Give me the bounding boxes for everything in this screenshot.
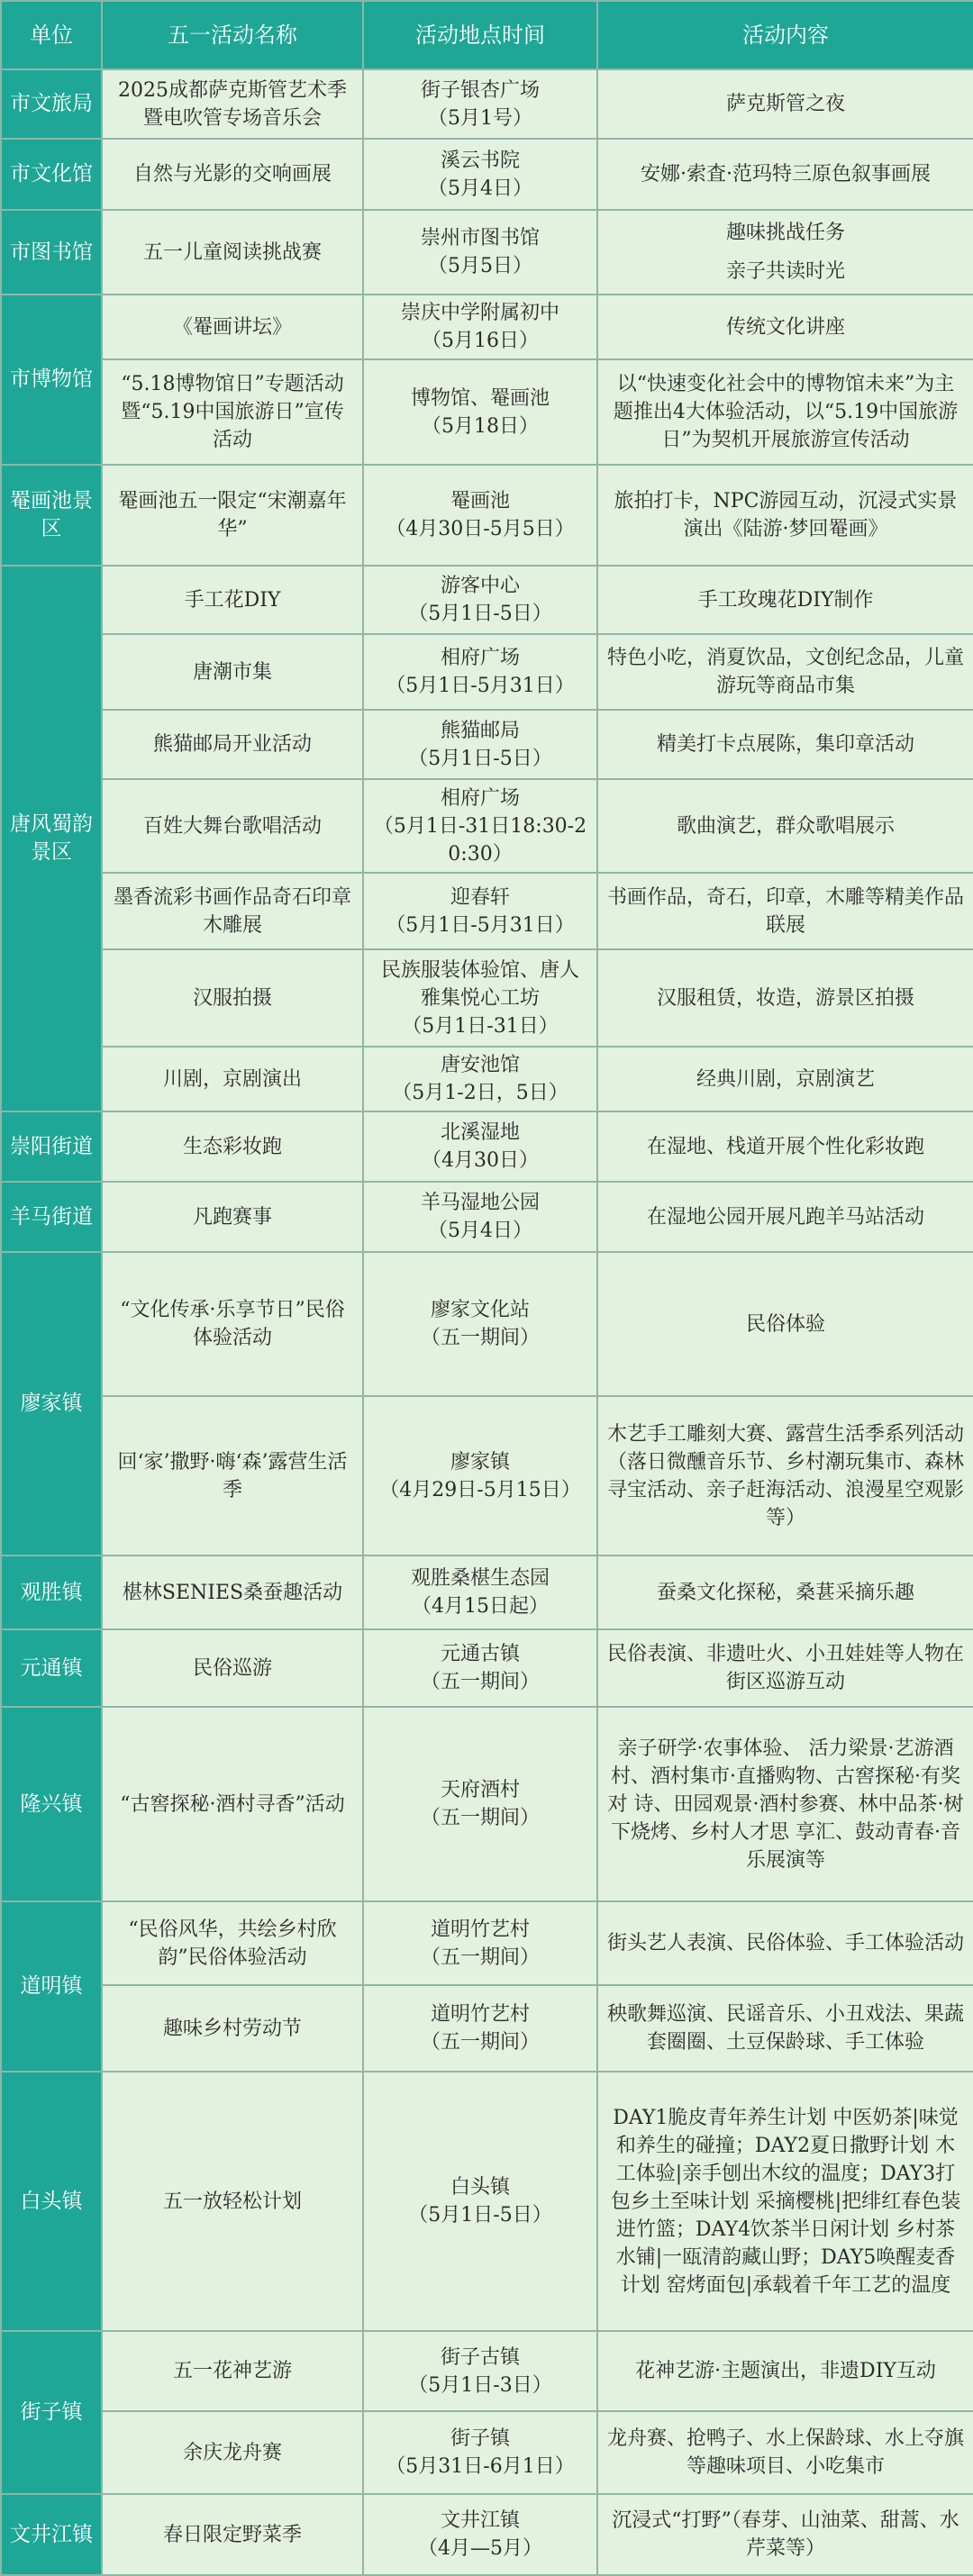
content-cell: DAY1脆皮青年养生计划 中医奶茶|味觉和养生的碰撞；DAY2夏日撒野计划 木工体验|亲手刨出木纹的温度；DAY3打包乡土至味计划 采摘樱桃|把绯红春色装进竹篮；DAY4饮茶半日闲计划 乡村茶水铺|一瓯清韵藏山野；DAY5唤醒麦香计划 窑烤面包|承载着千年工艺的温度: [597, 2072, 973, 2331]
place-time-cell: [363, 1252, 597, 1396]
unit-cell: 唐风蜀韵景区: [1, 566, 102, 1111]
place-time-cell: [363, 295, 597, 359]
table-row: [1, 2411, 973, 2494]
content-cell: 在湿地、栈道开展个性化彩妆跑: [597, 1111, 973, 1182]
table-row: [1, 1396, 973, 1556]
activity-name-cell: 余庆龙舟赛: [102, 2411, 363, 2494]
table-row: [1, 2331, 973, 2411]
table-row: [1, 139, 973, 210]
table-row: [1, 69, 973, 139]
activity-name-cell: “文化传承·乐享节日”民俗体验活动: [102, 1252, 363, 1396]
unit-cell: 道明镇: [1, 1901, 102, 2072]
place-time-cell: [363, 2072, 597, 2331]
unit-cell: 文井江镇: [1, 2494, 102, 2575]
place-line: 北溪湿地 （4月30日）: [422, 1121, 539, 1172]
activity-name-cell: 自然与光影的交响画展: [102, 139, 363, 210]
unit-cell: 市文旅局: [1, 69, 102, 139]
place-line: 天府酒村 （五一期间）: [420, 1779, 540, 1829]
content-cell: 安娜·索査·范玛特三原色叙事画展: [597, 139, 973, 210]
content-cell: 木艺手工雕刻大赛、露营生活季系列活动（落日微醺音乐节、乡村潮玩集市、森林寻宝活动、亲子赶海活动、浪漫星空观影等）: [597, 1396, 973, 1556]
header-row: [1, 1, 973, 69]
header-activity-name: 五一活动名称: [102, 1, 363, 69]
place-time-cell: [363, 69, 597, 139]
content-cell: 街头艺人表演、民俗体验、手工体验活动: [597, 1901, 973, 1985]
place-time-cell: [363, 1901, 597, 1985]
table-row: [1, 873, 973, 949]
unit-cell: 市文化馆: [1, 139, 102, 210]
table-row: [1, 1556, 973, 1629]
activity-name-cell: 《罨画讲坛》: [102, 295, 363, 359]
place-time-cell: [363, 1047, 597, 1111]
place-time-cell: [363, 210, 597, 295]
content-cell: 旅拍打卡，NPC游园互动，沉浸式实景演出《陆游·梦回罨画》: [597, 465, 973, 566]
unit-cell: 街子镇: [1, 2331, 102, 2494]
place-time-cell: [363, 2411, 597, 2494]
place-time-cell: [363, 1556, 597, 1629]
table-row: [1, 1985, 973, 2072]
place-time-cell: [363, 359, 597, 465]
activity-name-cell: 凡跑赛事: [102, 1182, 363, 1252]
table-row: [1, 566, 973, 634]
place-time-cell: [363, 873, 597, 949]
place-time-cell: [363, 710, 597, 779]
activity-name-cell: 手工花DIY: [102, 566, 363, 634]
place-line: 相府广场 （5月1日-31日18:30-20:30）: [373, 786, 587, 866]
content-cell: 手工玫瑰花DIY制作: [597, 566, 973, 634]
activity-name-cell: 川剧，京剧演出: [102, 1047, 363, 1111]
place-time-cell: [363, 2331, 597, 2411]
table-row: [1, 949, 973, 1047]
content-cell: 萨克斯管之夜: [597, 69, 973, 139]
table-row: [1, 779, 973, 873]
content-cell: 蚕桑文化探秘，桑葚采摘乐趣: [597, 1556, 973, 1629]
table-row: [1, 1182, 973, 1252]
table-row: [1, 465, 973, 566]
header-place-time: 活动地点时间: [363, 1, 597, 69]
place-time-cell: [363, 1111, 597, 1182]
table-row: [1, 1111, 973, 1182]
place-line: 崇州市图书馆 （5月5日）: [420, 227, 540, 277]
place-time-cell: [363, 1707, 597, 1901]
activity-name-cell: 墨香流彩书画作品奇石印章木雕展: [102, 873, 363, 949]
place-line: 观胜桑椹生态园 （4月15日起）: [410, 1567, 550, 1618]
table-row: [1, 210, 973, 295]
content-cell: 精美打卡点展陈，集印章活动: [597, 710, 973, 779]
activity-name-cell: “古窖探秘·酒村寻香”活动: [102, 1707, 363, 1901]
table-row: [1, 710, 973, 779]
place-line: 唐安池馆 （5月1-2日，5日）: [392, 1054, 568, 1104]
unit-cell: 崇阳街道: [1, 1111, 102, 1182]
activity-name-cell: 椹林SENIES桑蚕趣活动: [102, 1556, 363, 1629]
place-line: 迎春轩 （5月1日-5月31日）: [386, 885, 575, 937]
place-line: 廖家文化站 （五一期间）: [420, 1299, 540, 1349]
place-line: 白头镇 （5月1日-5日）: [408, 2176, 552, 2227]
place-line: 街子银杏广场 （5月1号）: [420, 78, 540, 130]
unit-cell: 白头镇: [1, 2072, 102, 2331]
activity-name-cell: 春日限定野菜季: [102, 2494, 363, 2575]
content-cell: 龙舟赛、抢鸭子、水上保龄球、水上夺旗等趣味项目、小吃集市: [597, 2411, 973, 2494]
place-line: 羊马湿地公园 （5月4日）: [420, 1192, 540, 1242]
place-time-cell: [363, 1629, 597, 1707]
table-row: [1, 1629, 973, 1707]
place-line: 道明竹艺村 （五一期间）: [420, 2003, 540, 2054]
content-line: 趣味挑战任务: [725, 222, 845, 244]
table-header: [1, 1, 973, 69]
table-row: [1, 295, 973, 359]
unit-cell: 元通镇: [1, 1629, 102, 1707]
content-cell: 以“快速变化社会中的博物馆未来”为主题推出4大体验活动，以“5.19中国旅游日”为契机开展旅游宣传活动: [597, 359, 973, 465]
activity-name-cell: 五一花神艺游: [102, 2331, 363, 2411]
content-cell: 民俗表演、非遗吐火、小丑娃娃等人物在街区巡游互动: [597, 1629, 973, 1707]
header-content: 活动内容: [597, 1, 973, 69]
table-row: [1, 1707, 973, 1901]
content-cell: 民俗体验: [597, 1252, 973, 1396]
content-cell: 传统文化讲座: [597, 295, 973, 359]
place-line: 罨画池 （4月30日-5月5日）: [386, 490, 575, 540]
activity-name-cell: 五一儿童阅读挑战赛: [102, 210, 363, 295]
unit-cell: 罨画池景区: [1, 465, 102, 566]
table-row: [1, 2494, 973, 2575]
place-line: 街子古镇 （5月1日-3日）: [408, 2345, 552, 2397]
content-cell: 特色小吃，消夏饮品，文创纪念品，儿童游玩等商品市集: [597, 634, 973, 710]
table-row: [1, 1252, 973, 1396]
activity-name-cell: 唐潮市集: [102, 634, 363, 710]
content-cell: 书画作品，奇石，印章，木雕等精美作品联展: [597, 873, 973, 949]
table-body: [1, 69, 973, 2575]
content-line: 亲子共读时光: [725, 260, 845, 283]
content-cell: 经典川剧，京剧演艺: [597, 1047, 973, 1111]
activity-name-cell: 2025成都萨克斯管艺术季暨电吹管专场音乐会: [102, 69, 363, 139]
place-line: 文井江镇 （4月—5月）: [418, 2509, 542, 2560]
place-line: 博物馆、罨画池 （5月18日）: [410, 386, 550, 438]
place-time-cell: [363, 779, 597, 873]
unit-cell: 隆兴镇: [1, 1707, 102, 1901]
place-line: 道明竹艺村 （五一期间）: [420, 1918, 540, 1969]
activity-name-cell: “5.18博物馆日”专题活动暨“5.19中国旅游日”宣传活动: [102, 359, 363, 465]
table-row: [1, 1047, 973, 1111]
activity-name-cell: 回‘家’撒野·嗨‘森’露营生活季: [102, 1396, 363, 1556]
table-row: [1, 2072, 973, 2331]
unit-cell: 市图书馆: [1, 210, 102, 295]
activity-name-cell: “民俗风华，共绘乡村欣韵”民俗体验活动: [102, 1901, 363, 1985]
content-cell: [597, 210, 973, 295]
content-cell: 花神艺游·主题演出，非遗DIY互动: [597, 2331, 973, 2411]
activity-name-cell: 熊猫邮局开业活动: [102, 710, 363, 779]
place-time-cell: [363, 1396, 597, 1556]
place-line: 街子镇 （5月31日-6月1日）: [386, 2427, 575, 2478]
unit-cell: 羊马街道: [1, 1182, 102, 1252]
place-time-cell: [363, 1182, 597, 1252]
table-row: [1, 634, 973, 710]
table-row: [1, 1901, 973, 1985]
activity-name-cell: 生态彩妆跑: [102, 1111, 363, 1182]
place-line: 熊猫邮局 （5月1日-5日）: [408, 719, 552, 770]
activity-name-cell: 趣味乡村劳动节: [102, 1985, 363, 2072]
place-time-cell: [363, 949, 597, 1047]
place-line: 相府广场 （5月1日-5月31日）: [386, 647, 575, 697]
unit-cell: 观胜镇: [1, 1556, 102, 1629]
place-time-cell: [363, 139, 597, 210]
place-line: 游客中心 （5月1日-5日）: [408, 575, 552, 625]
activity-name-cell: 五一放轻松计划: [102, 2072, 363, 2331]
table-row: [1, 359, 973, 465]
place-time-cell: [363, 2494, 597, 2575]
place-time-cell: [363, 1985, 597, 2072]
place-line: 廖家镇 （4月29日-5月15日）: [379, 1450, 581, 1501]
place-line: 溪云书院 （5月4日）: [428, 149, 532, 200]
activity-name-cell: 罨画池五一限定“宋潮嘉年华”: [102, 465, 363, 566]
unit-cell: 市博物馆: [1, 295, 102, 465]
activity-name-cell: 民俗巡游: [102, 1629, 363, 1707]
place-time-cell: [363, 465, 597, 566]
content-cell: 沉浸式“打野”（春芽、山油菜、甜蒿、水芹菜等）: [597, 2494, 973, 2575]
content-cell: 亲子研学·农事体验、 活力梁景·艺游酒村、酒村集市·直播购物、古窖探秘·有奖对 诗、田园观景·酒村参赛、林中品茶·树下烧烤、乡村人才思 享汇、鼓动青春·音乐展演等: [597, 1707, 973, 1901]
header-unit: 单位: [1, 1, 102, 69]
place-line: 崇庆中学附属初中 （5月16日）: [400, 302, 559, 352]
place-line: 元通古镇 （五一期间）: [420, 1643, 540, 1693]
content-cell: 秧歌舞巡演、民谣音乐、小丑戏法、果蔬套圈圈、土豆保龄球、手工体验: [597, 1985, 973, 2072]
unit-cell: 廖家镇: [1, 1252, 102, 1556]
place-time-cell: [363, 566, 597, 634]
activity-name-cell: 汉服拍摄: [102, 949, 363, 1047]
place-line: 民族服装体验馆、唐人雅集悦心工坊 （5月1日-31日）: [380, 958, 579, 1038]
content-cell: 歌曲演艺，群众歌唱展示: [597, 779, 973, 873]
activity-name-cell: 百姓大舞台歌唱活动: [102, 779, 363, 873]
place-time-cell: [363, 634, 597, 710]
content-cell: 汉服租赁，妆造，游景区拍摄: [597, 949, 973, 1047]
content-cell: 在湿地公园开展凡跑羊马站活动: [597, 1182, 973, 1252]
